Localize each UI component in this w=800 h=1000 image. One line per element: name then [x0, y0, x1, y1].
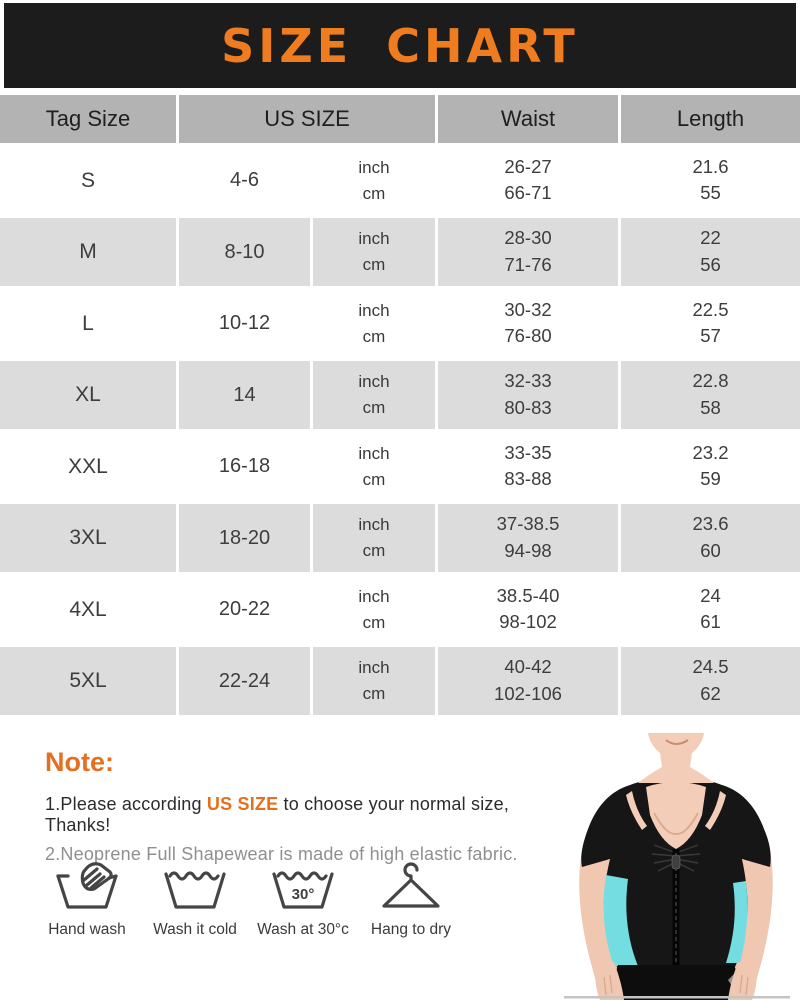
size-table	[0, 95, 800, 715]
cell-us-size: 10-12	[179, 289, 310, 358]
hang-dry-icon	[378, 862, 444, 914]
cell-waist	[438, 218, 618, 287]
cell-waist	[438, 575, 618, 644]
model-bottoms	[612, 965, 741, 1000]
cell-units	[313, 647, 435, 716]
waist-inch-value: 40-42	[504, 656, 552, 678]
waist-cm-value: 71-76	[504, 253, 552, 275]
header-cell-us-size: US SIZE	[179, 95, 435, 143]
unit-inch-label: inch	[358, 515, 390, 535]
unit-cm-label: cm	[362, 183, 386, 203]
cell-length	[621, 575, 800, 644]
cell-waist	[438, 432, 618, 501]
cell-us-size: 18-20	[179, 504, 310, 573]
waist-cm-value: 94-98	[504, 539, 552, 561]
cell-tag: S	[0, 146, 176, 215]
note-label: Note:	[45, 747, 114, 777]
unit-inch-label: inch	[358, 157, 390, 177]
length-inch-value: 22.5	[692, 298, 729, 320]
waist-inch-value: 32-33	[504, 370, 552, 392]
length-inch-value: 23.6	[692, 513, 729, 535]
cell-units	[313, 432, 435, 501]
cell-us-size: 8-10	[179, 218, 310, 287]
care-label: Wash it cold	[153, 921, 237, 938]
cell-tag: 5XL	[0, 647, 176, 716]
length-cm-value: 61	[700, 611, 721, 633]
hand-wash-icon	[54, 862, 120, 914]
cell-tag: XL	[0, 361, 176, 430]
waist-inch-value: 26-27	[504, 155, 552, 177]
waist-cm-value: 66-71	[504, 182, 552, 204]
care-instructions	[36, 862, 462, 939]
unit-cm-label: cm	[362, 398, 386, 418]
cell-length	[621, 146, 800, 215]
unit-inch-label: inch	[358, 229, 390, 249]
cell-tag: 4XL	[0, 575, 176, 644]
length-cm-value: 55	[700, 182, 721, 204]
unit-inch-label: inch	[358, 372, 390, 392]
unit-cm-label: cm	[362, 684, 386, 704]
cell-tag: XXL	[0, 432, 176, 501]
note-line-1-suffix: to choose your normal size, Thanks!	[45, 794, 510, 835]
cell-units	[313, 575, 435, 644]
waist-inch-value: 38.5-40	[496, 584, 560, 606]
unit-cm-label: cm	[362, 541, 386, 561]
cell-tag: L	[0, 289, 176, 358]
cell-units	[313, 504, 435, 573]
wash-30-temp-text: 30°	[291, 886, 315, 903]
cell-us-size: 22-24	[179, 647, 310, 716]
care-label: Hand wash	[48, 921, 126, 938]
waist-inch-value: 30-32	[504, 298, 552, 320]
length-inch-value: 24	[700, 584, 721, 606]
care-item-wash-cold	[144, 862, 246, 939]
length-inch-value: 22.8	[692, 370, 729, 392]
header-cell-tag-size: Tag Size	[0, 95, 176, 143]
length-inch-value: 24.5	[692, 656, 729, 678]
photo-bottom-edge	[564, 996, 790, 999]
length-cm-value: 59	[700, 468, 721, 490]
cell-length	[621, 647, 800, 716]
cell-units	[313, 146, 435, 215]
care-item-wash-30	[252, 862, 354, 939]
care-item-hand-wash	[36, 862, 138, 939]
cell-length	[621, 504, 800, 573]
length-inch-value: 23.2	[692, 441, 729, 463]
waist-cm-value: 76-80	[504, 325, 552, 347]
care-item-hang-dry	[360, 862, 462, 939]
cell-waist	[438, 289, 618, 358]
length-inch-value: 22	[700, 227, 721, 249]
length-cm-value: 56	[700, 253, 721, 275]
waist-cm-value: 83-88	[504, 468, 552, 490]
note-line-1	[45, 794, 567, 836]
cell-us-size: 20-22	[179, 575, 310, 644]
note-us-size-highlight: US SIZE	[206, 794, 279, 814]
cell-waist	[438, 146, 618, 215]
banner-title: SIZE CHART	[221, 18, 579, 73]
waist-inch-value: 37-38.5	[496, 513, 560, 535]
waist-cm-value: 80-83	[504, 396, 552, 418]
length-cm-value: 58	[700, 396, 721, 418]
cell-us-size: 14	[179, 361, 310, 430]
length-inch-value: 21.6	[692, 155, 729, 177]
waist-inch-value: 28-30	[504, 227, 552, 249]
waist-inch-value: 33-35	[504, 441, 552, 463]
cell-waist	[438, 647, 618, 716]
note-section	[45, 747, 567, 865]
unit-cm-label: cm	[362, 326, 386, 346]
care-label: Wash at 30°c	[257, 921, 349, 938]
unit-inch-label: inch	[358, 300, 390, 320]
cell-waist	[438, 361, 618, 430]
cell-length	[621, 361, 800, 430]
waist-cm-value: 98-102	[499, 611, 557, 633]
waist-cm-value: 102-106	[494, 682, 562, 704]
wash-cold-icon	[162, 862, 228, 914]
unit-inch-label: inch	[358, 586, 390, 606]
cell-units	[313, 289, 435, 358]
header-cell-waist: Waist	[438, 95, 618, 143]
unit-cm-label: cm	[362, 255, 386, 275]
cell-units	[313, 218, 435, 287]
cell-tag: 3XL	[0, 504, 176, 573]
cell-tag: M	[0, 218, 176, 287]
model-photo	[552, 733, 800, 1000]
unit-cm-label: cm	[362, 469, 386, 489]
care-label: Hang to dry	[370, 921, 452, 938]
unit-inch-label: inch	[358, 658, 390, 678]
note-line-2: 2.Neoprene Full Shapewear is made of high elastic fabric.	[45, 844, 518, 864]
length-cm-value: 62	[700, 682, 721, 704]
size-chart-banner	[4, 3, 796, 88]
cell-us-size: 4-6	[179, 146, 310, 215]
zipper	[672, 849, 680, 967]
cell-length	[621, 218, 800, 287]
length-cm-value: 57	[700, 325, 721, 347]
cell-length	[621, 432, 800, 501]
header-cell-length: Length	[621, 95, 800, 143]
length-cm-value: 60	[700, 539, 721, 561]
cell-us-size: 16-18	[179, 432, 310, 501]
cell-length	[621, 289, 800, 358]
note-line-1-prefix: 1.Please according	[45, 794, 207, 814]
cell-waist	[438, 504, 618, 573]
wash-30-icon	[270, 862, 336, 914]
unit-cm-label: cm	[362, 612, 386, 632]
unit-inch-label: inch	[358, 443, 390, 463]
cell-units	[313, 361, 435, 430]
